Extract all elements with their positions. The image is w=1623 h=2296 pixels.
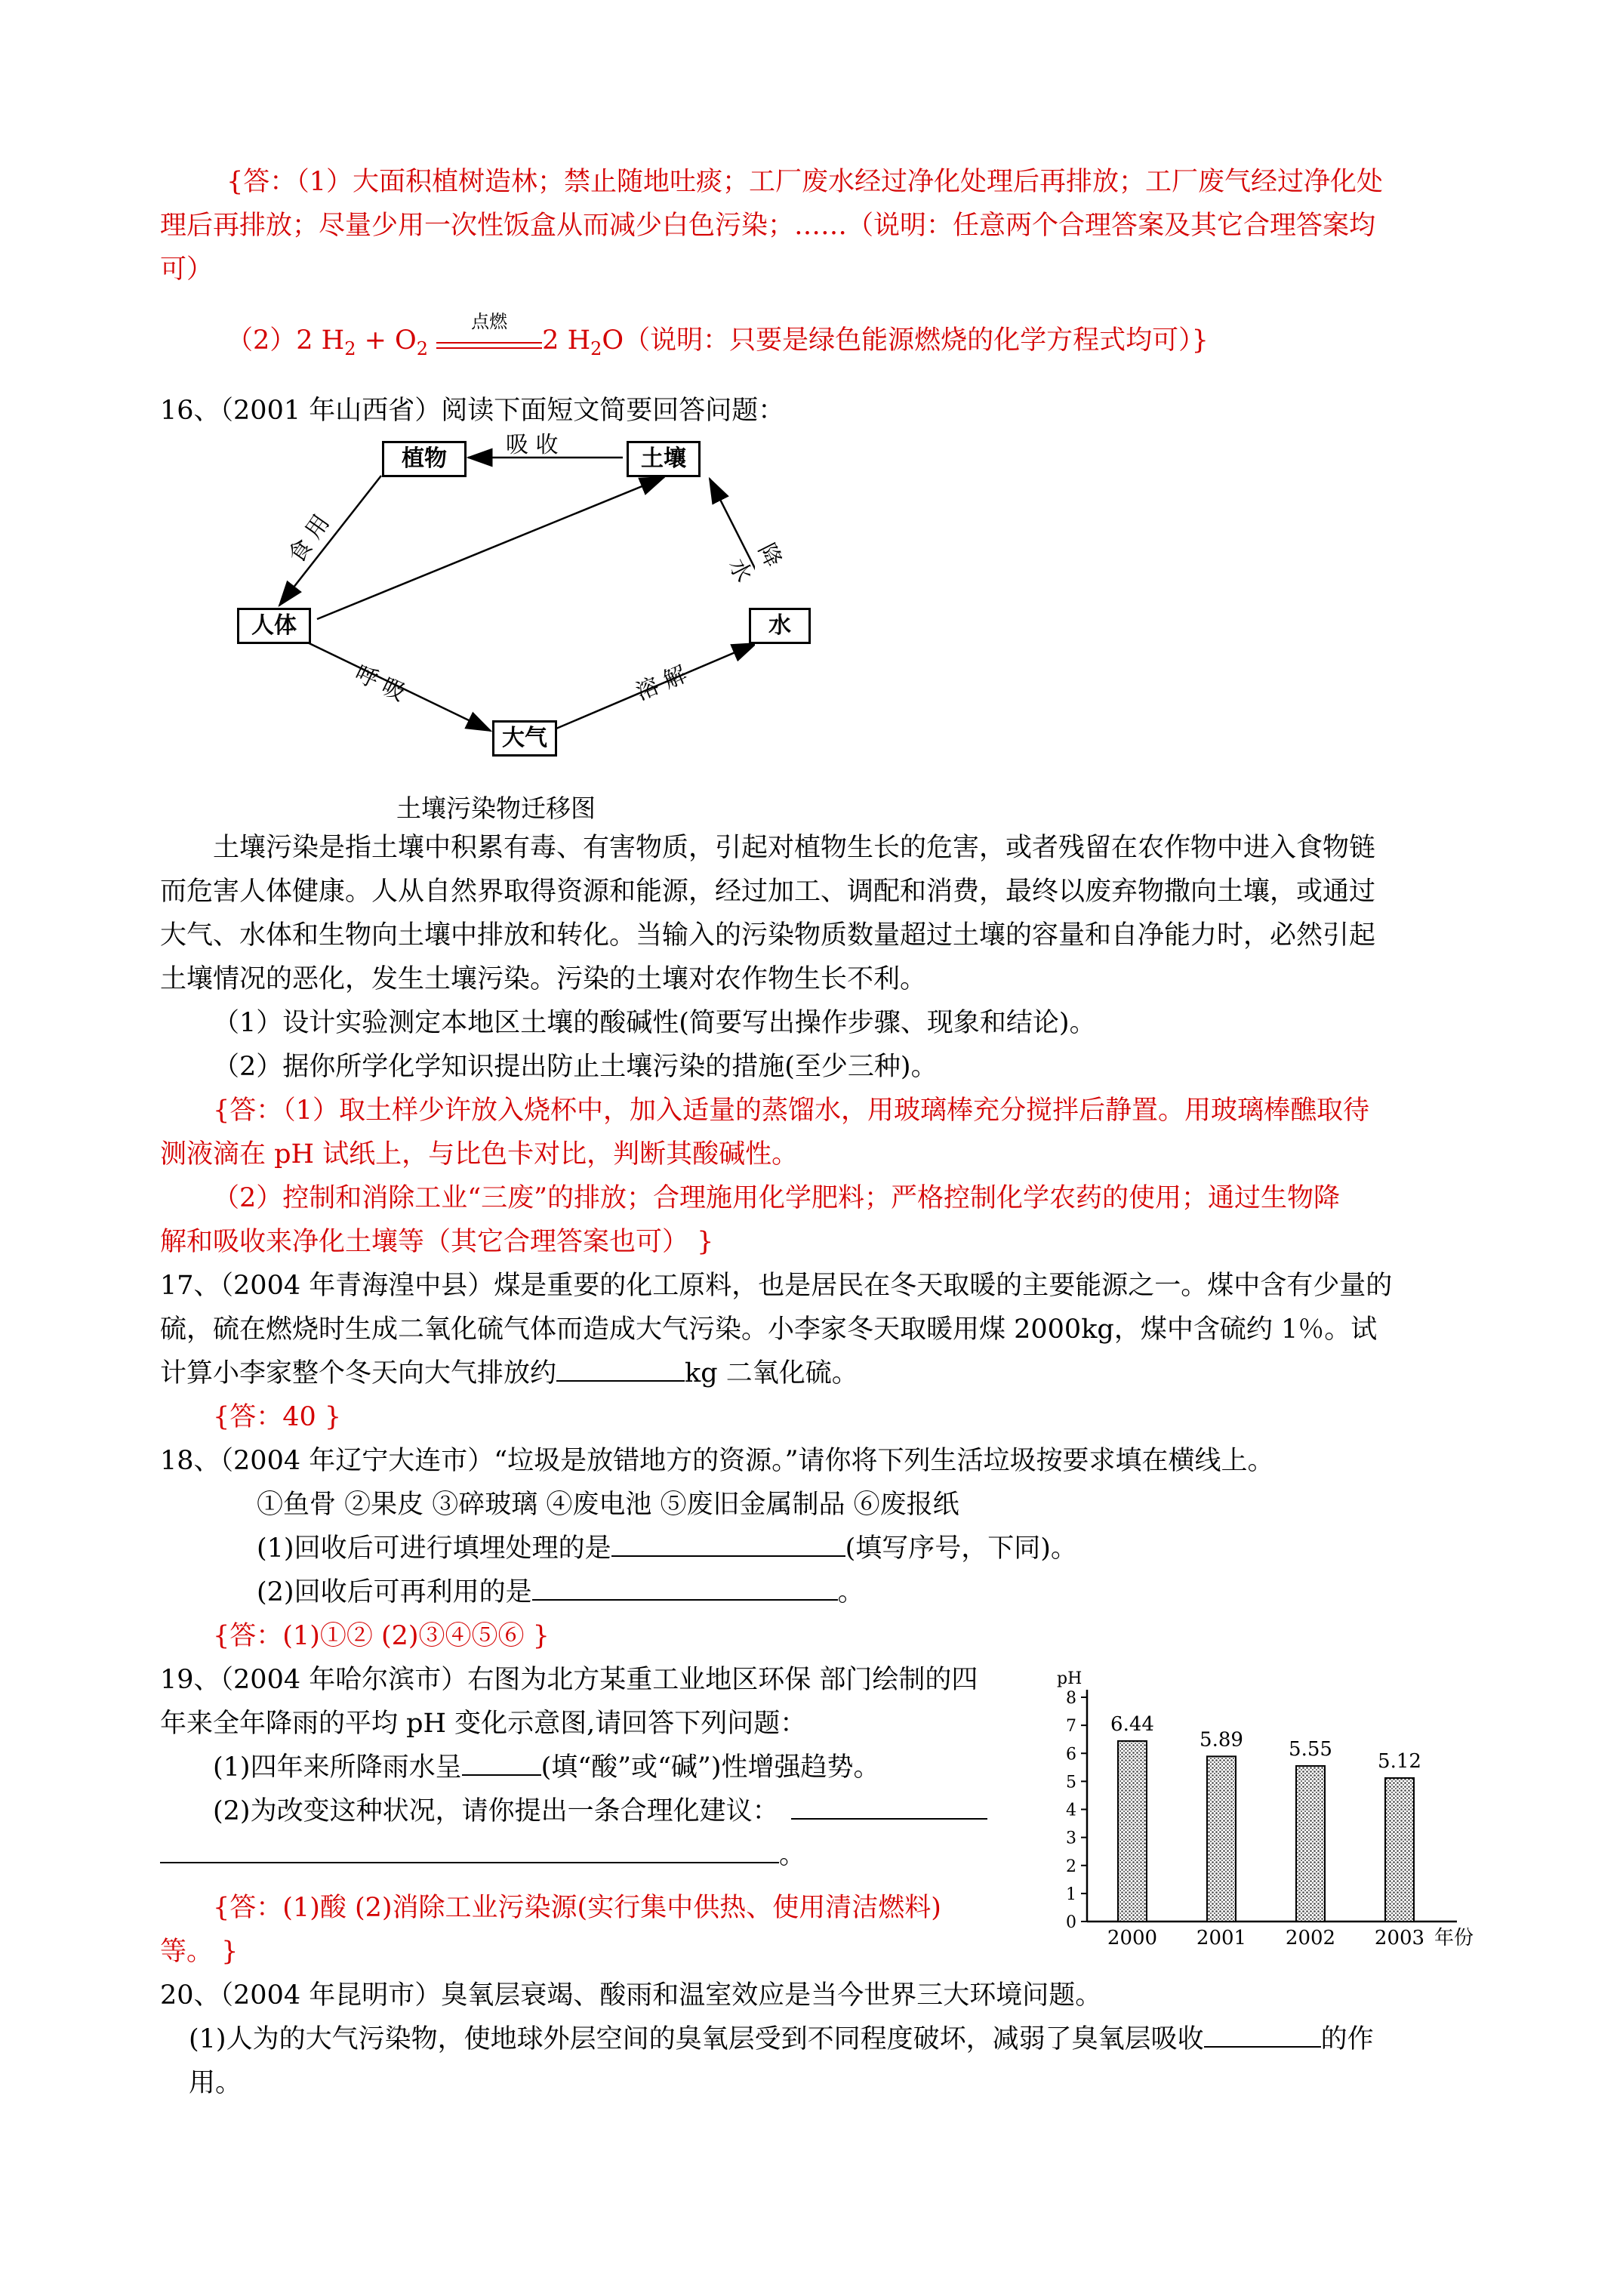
y-tick-label-6: 6 bbox=[1066, 1745, 1076, 1764]
q15-answer-line1: {答：（1）大面积植树造林；禁止随地吐痰；工厂废水经过净化处理后再排放；工厂废气经过净化处 bbox=[226, 167, 1384, 197]
q18-item1-blank[interactable] bbox=[611, 1530, 845, 1557]
q19-item1-post: (填“酸”或“碱”)性增强趋势。 bbox=[540, 1752, 880, 1783]
q19-item2 bbox=[213, 1788, 987, 1835]
q17-line3 bbox=[160, 1350, 858, 1397]
q18-item1-pre: (1)回收后可进行填埋处理的是 bbox=[257, 1533, 611, 1564]
q18-options: ①鱼骨 ②果皮 ③碎玻璃 ④废电池 ⑤废旧金属制品 ⑥废报纸 bbox=[257, 1490, 959, 1520]
q19-item2-blank[interactable] bbox=[791, 1792, 987, 1820]
eq-sub-1: 2 bbox=[344, 338, 356, 359]
bar-2002 bbox=[1296, 1766, 1325, 1922]
q19-line2: 年来全年降雨的平均 pH 变化示意图,请回答下列问题： bbox=[160, 1709, 807, 1739]
y-tick-label-8: 8 bbox=[1066, 1689, 1076, 1708]
q16-item1: （1）设计实验测定本地区土壤的酸碱性(简要写出操作步骤、现象和结论)。 bbox=[213, 1008, 1096, 1038]
bar-value-label-2000: 6.44 bbox=[1110, 1712, 1154, 1736]
q19-item2-blank-line2[interactable] bbox=[160, 1836, 779, 1863]
q16-para-line1: 土壤污染是指土壤中积累有毒、有害物质，引起对植物生长的危害，或者残留在农作物中进入食物链 bbox=[213, 833, 1376, 863]
q15-answer-line2: 理后再排放；尽量少用一次性饭盒从而减少白色污染；……（说明：任意两个合理答案及其它合理答案均 bbox=[160, 211, 1376, 241]
q18-item2 bbox=[257, 1569, 864, 1616]
q16-title: 16、（2001 年山西省）阅读下面短文简要回答问题： bbox=[160, 396, 785, 426]
node-water: 水 bbox=[749, 608, 811, 644]
q19-item1-blank[interactable] bbox=[462, 1749, 541, 1776]
node-plant: 植物 bbox=[382, 441, 467, 477]
q16-answer2-line2: 解和吸收来净化土壤等（其它合理答案也可） } bbox=[160, 1227, 714, 1257]
q17-line3-pre: 计算小李家整个冬天向大气排放约 bbox=[160, 1358, 557, 1388]
y-tick-label-5: 5 bbox=[1066, 1773, 1076, 1792]
node-human: 人体 bbox=[237, 608, 311, 644]
q18-answer: {答：(1)①② (2)③④⑤⑥ } bbox=[213, 1621, 550, 1651]
label-dissolve: 溶 解 bbox=[632, 661, 691, 706]
x-tick-label-2000: 2000 bbox=[1107, 1927, 1158, 1949]
q19-item1 bbox=[213, 1744, 879, 1791]
eq-sub-2: 2 bbox=[416, 338, 429, 359]
q19-answer-line2: 等。 } bbox=[160, 1937, 239, 1967]
bar-value-label-2003: 5.12 bbox=[1378, 1749, 1421, 1773]
bar-2003 bbox=[1385, 1778, 1414, 1922]
ph-bar-chart bbox=[1034, 1661, 1487, 1955]
eq-product: 2 H bbox=[542, 325, 591, 356]
q18-item1-post: (填写序号，下同)。 bbox=[845, 1533, 1077, 1564]
eq-sub-3: 2 bbox=[590, 338, 602, 359]
q16-answer2-line1: （2）控制和消除工业“三废”的排放；合理施用化学肥料；严格控制化学农药的使用；通过生物降 bbox=[213, 1183, 1341, 1213]
eq-suffix: O（说明：只要是绿色能源燃烧的化学方程式均可）} bbox=[602, 325, 1209, 356]
q18-item2-blank[interactable] bbox=[532, 1573, 838, 1601]
diagram-arrows bbox=[226, 430, 755, 763]
y-tick-label-2: 2 bbox=[1066, 1857, 1076, 1876]
q19-line-end: 。 bbox=[779, 1840, 806, 1870]
eq-condition-arrow bbox=[436, 310, 542, 357]
label-absorb: 吸 收 bbox=[506, 432, 559, 458]
q16-answer1-line2: 测液滴在 pH 试纸上，与比色卡对比，判断其酸碱性。 bbox=[160, 1139, 799, 1170]
x-tick-label-2001: 2001 bbox=[1196, 1927, 1247, 1949]
q18-item1 bbox=[257, 1525, 1077, 1572]
q15-answer-line3: 可） bbox=[160, 254, 214, 285]
soil-pollution-diagram bbox=[226, 430, 791, 763]
bar-value-label-2001: 5.89 bbox=[1200, 1728, 1243, 1752]
node-soil: 土壤 bbox=[627, 441, 701, 477]
q19-item2-continuation bbox=[160, 1832, 805, 1878]
q15-equation bbox=[226, 310, 1209, 364]
q19-item2-pre: (2)为改变这种状况，请你提出一条合理化建议： bbox=[213, 1796, 779, 1826]
q20-line1: 20、（2004 年昆明市）臭氧层衰竭、酸雨和温室效应是当今世界三大环境问题。 bbox=[160, 1980, 1102, 2011]
ph-chart-svg bbox=[1034, 1661, 1487, 1955]
q19-answer-line1: {答：(1)酸 (2)消除工业污染源(实行集中供热、使用清洁燃料) bbox=[213, 1893, 941, 1923]
q20-item1-line2: 用。 bbox=[189, 2068, 242, 2098]
q19-item1-pre: (1)四年来所降雨水呈 bbox=[213, 1752, 462, 1783]
q17-line2: 硫，硫在燃烧时生成二氧化硫气体而造成大气污染。小李家冬天取暖用煤 2000kg，煤中含硫约 1％。试 bbox=[160, 1314, 1378, 1345]
q16-para-line3: 大气、水体和生物向土壤中排放和转化。当输入的污染物质数量超过土壤的容量和自净能力时，必然引起 bbox=[160, 920, 1376, 951]
q17-line3-post: kg 二氧化硫。 bbox=[685, 1358, 858, 1388]
eq-plus: + O bbox=[356, 325, 417, 356]
q18-item2-pre: (2)回收后可再利用的是 bbox=[257, 1577, 532, 1607]
q17-answer-blank[interactable] bbox=[556, 1354, 685, 1382]
q20-item1 bbox=[189, 2016, 1374, 2063]
eq-condition-text: 点燃 bbox=[471, 310, 508, 332]
bar-2001 bbox=[1207, 1756, 1236, 1922]
eq-prefix: （2）2 H bbox=[226, 325, 345, 356]
label-rain: 降 水 bbox=[722, 539, 787, 587]
x-axis-label: 年份 bbox=[1434, 1927, 1474, 1949]
bar-value-label-2002: 5.55 bbox=[1289, 1737, 1332, 1761]
q16-answer1-line1: {答：（1）取土样少许放入烧杯中，加入适量的蒸馏水，用玻璃棒充分搅拌后静置。用玻璃棒醮取待 bbox=[213, 1096, 1370, 1126]
q16-para-line2: 而危害人体健康。人从自然界取得资源和能源，经过加工、调配和消费，最终以废弃物撒向土壤，或通过 bbox=[160, 877, 1376, 907]
q18-title: 18、（2004 年辽宁大连市）“垃圾是放错地方的资源。”请你将下列生活垃圾按要求填在横线上。 bbox=[160, 1446, 1274, 1476]
node-air: 大气 bbox=[492, 720, 557, 757]
q17-line1: 17、（2004 年青海湟中县）煤是重要的化工原料，也是居民在冬天取暖的主要能源之一。煤中含有少量的 bbox=[160, 1271, 1393, 1301]
y-tick-label-7: 7 bbox=[1066, 1717, 1076, 1737]
q16-item2: （2）据你所学化学知识提出防止土壤污染的措施(至少三种)。 bbox=[213, 1052, 938, 1082]
label-eat: 食 用 bbox=[283, 510, 335, 569]
y-tick-label-4: 4 bbox=[1066, 1801, 1076, 1820]
q17-answer: {答：40 } bbox=[213, 1402, 342, 1432]
q19-line1: 19、（2004 年哈尔滨市）右图为北方某重工业地区环保 部门绘制的四 bbox=[160, 1665, 978, 1695]
edge-human-to-soil bbox=[317, 477, 664, 619]
y-tick-label-0: 0 bbox=[1066, 1913, 1076, 1932]
x-tick-label-2003: 2003 bbox=[1374, 1927, 1425, 1949]
q20-item1-post: 的作 bbox=[1320, 2024, 1374, 2054]
bar-2000 bbox=[1118, 1741, 1147, 1922]
q16-para-line4: 土壤情况的恶化，发生土壤污染。污染的土壤对农作物生长不利。 bbox=[160, 964, 927, 994]
q20-item1-blank[interactable] bbox=[1204, 2020, 1321, 2048]
y-tick-label-1: 1 bbox=[1066, 1885, 1076, 1904]
diagram-caption: 土壤污染物迁移图 bbox=[396, 794, 596, 823]
y-axis-label: pH bbox=[1057, 1669, 1083, 1688]
q20-item1-pre: (1)人为的大气污染物，使地球外层空间的臭氧层受到不同程度破坏，减弱了臭氧层吸收 bbox=[189, 2024, 1204, 2054]
q18-item2-post: 。 bbox=[837, 1577, 864, 1607]
y-tick-label-3: 3 bbox=[1066, 1829, 1076, 1848]
label-breathe: 呼 吸 bbox=[350, 660, 410, 707]
x-tick-label-2002: 2002 bbox=[1285, 1927, 1336, 1949]
